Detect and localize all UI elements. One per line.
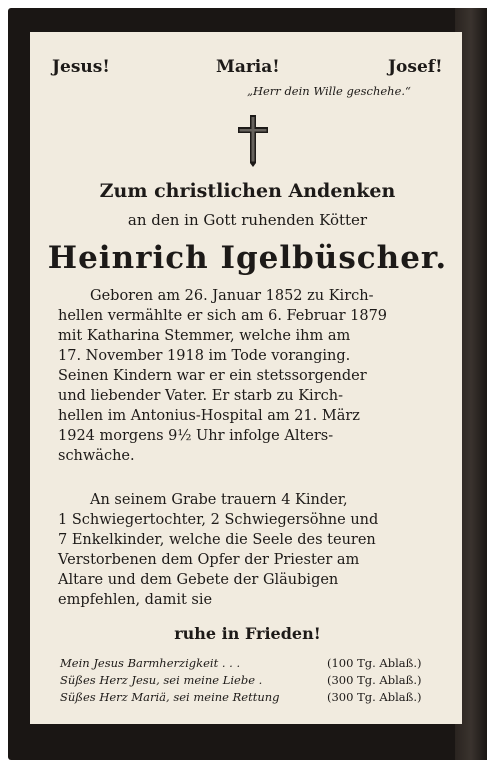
paragraph2-line: empfehlen, damit sie [58, 592, 213, 608]
title-heading: Zum christlichen Andenken [99, 180, 396, 202]
paragraph2-line: 7 Enkelkinder, welche die Seele des teuren [58, 532, 376, 548]
header-motto: „Herr dein Wille geschehe.“ [247, 84, 411, 98]
indulgence-prayer: Süßes Herz Jesu, sei meine Liebe . [60, 673, 263, 687]
indulgence-prayer: Süßes Herz Mariä, sei meine Rettung [60, 690, 280, 704]
indulgence-note: (300 Tg. Ablaß.) [327, 690, 422, 704]
header-maria: Maria! [216, 57, 280, 77]
closing-phrase: ruhe in Frieden! [174, 624, 321, 643]
indulgence-prayer: Mein Jesus Barmherzigkeit . . . [60, 656, 241, 670]
paragraph1-line: 1924 morgens 9½ Uhr infolge Alters- [58, 428, 334, 444]
paragraph1-line: hellen im Antonius-Hospital am 21. März [58, 408, 360, 424]
indulgence-note: (100 Tg. Ablaß.) [327, 656, 422, 670]
paragraph2-line: 1 Schwiegertochter, 2 Schwiegersöhne und [58, 512, 379, 528]
header-jesus: Jesus! [52, 57, 110, 77]
paragraph1-line: hellen vermählte er sich am 6. Februar 1879 [58, 308, 388, 324]
header-josef: Josef! [388, 57, 443, 77]
indulgence-note: (300 Tg. Ablaß.) [327, 673, 422, 687]
paragraph1-line: Geboren am 26. Januar 1852 zu Kirch- [90, 288, 374, 304]
paragraph1-line: Seinen Kindern war er ein stetssorgender [58, 368, 367, 384]
paragraph1-line: und liebender Vater. Er starb zu Kirch- [58, 388, 343, 404]
cross-icon [233, 113, 273, 169]
paragraph2-line: Verstorbenen dem Opfer der Priester am [58, 552, 360, 568]
paragraph1-line: 17. November 1918 im Tode voranging. [58, 348, 351, 364]
deceased-name: Heinrich Igelbüscher. [47, 240, 448, 276]
title-subheading: an den in Gott ruhenden Kötter [127, 211, 368, 229]
paragraph1-line: mit Katharina Stemmer, welche ihm am [58, 328, 351, 344]
paragraph2-line: An seinem Grabe trauern 4 Kinder, [90, 492, 348, 508]
paragraph2-line: Altare und dem Gebete der Gläubigen [58, 572, 339, 588]
paragraph1-line: schwäche. [58, 448, 135, 464]
